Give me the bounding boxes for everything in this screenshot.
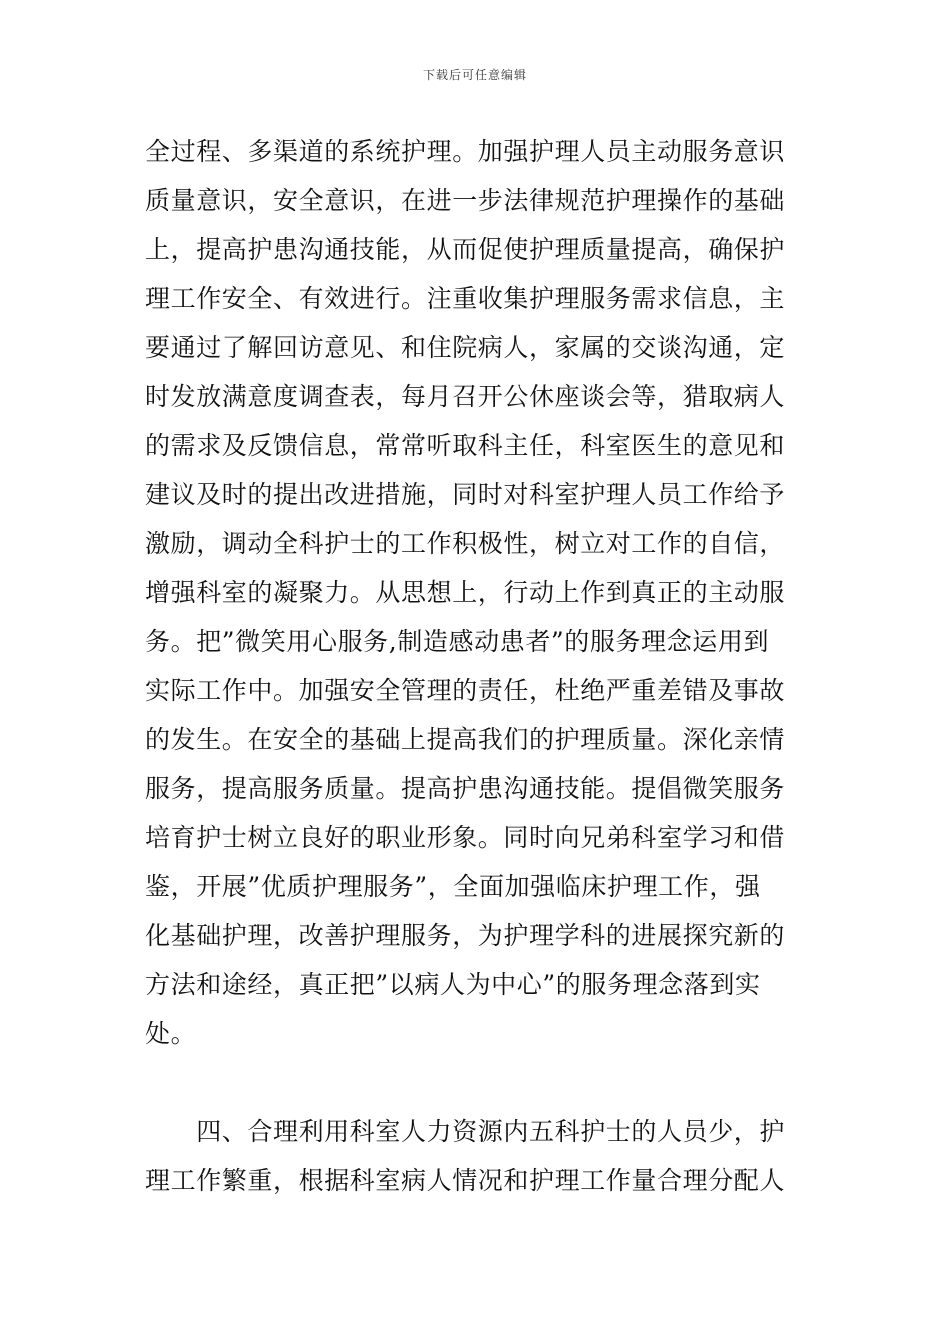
text-line: 质量意识，安全意识，在进一步法律规范护理操作的基础 xyxy=(145,186,786,215)
text-line: 建议及时的提出改进措施，同时对科室护理人员工作给予 xyxy=(145,480,786,509)
text-line: 增强科室的凝聚力。从思想上，行动上作到真正的主动服 xyxy=(145,578,786,607)
text-line: 要通过了解回访意见、和住院病人，家属的交谈沟通，定 xyxy=(145,333,786,362)
text-line: 处。 xyxy=(145,1019,197,1048)
page-header: 下载后可任意编辑 xyxy=(422,68,527,82)
text-line: 方法和途经，真正把”以病人为中心”的服务理念落到实 xyxy=(145,970,761,999)
text-line: 的需求及反馈信息，常常听取科主任，科室医生的意见和 xyxy=(145,431,786,460)
text-line: 务。把”微笑用心服务,制造感动患者”的服务理念运用到 xyxy=(145,627,770,656)
text-line: 上，提高护患沟通技能，从而促使护理质量提高，确保护 xyxy=(145,235,786,264)
paragraph-2 xyxy=(145,1107,805,1205)
document-body xyxy=(145,127,805,1205)
paragraph-spacer xyxy=(145,1058,805,1107)
text-line: 鉴，开展”优质护理服务”，全面加强临床护理工作，强 xyxy=(145,872,761,901)
text-line: 化基础护理，改善护理服务，为护理学科的进展探究新的 xyxy=(145,921,786,950)
text-line: 时发放满意度调查表，每月召开公休座谈会等，猎取病人 xyxy=(145,382,786,411)
text-line: 全过程、多渠道的系统护理。加强护理人员主动服务意识 xyxy=(145,137,786,166)
text-line: 理工作繁重，根据科室病人情况和护理工作量合理分配人 xyxy=(145,1166,786,1195)
text-line: 四、合理利用科室人力资源内五科护士的人员少，护 xyxy=(145,1117,786,1146)
text-line: 服务，提高服务质量。提高护患沟通技能。提倡微笑服务 xyxy=(145,774,786,803)
text-line: 实际工作中。加强安全管理的责任，杜绝严重差错及事故 xyxy=(145,676,786,705)
text-line: 培育护士树立良好的职业形象。同时向兄弟科室学习和借 xyxy=(145,823,786,852)
text-line: 的发生。在安全的基础上提高我们的护理质量。深化亲情 xyxy=(145,725,786,754)
text-line: 理工作安全、有效进行。注重收集护理服务需求信息，主 xyxy=(145,284,786,313)
text-line: 激励，调动全科护士的工作积极性，树立对工作的自信， xyxy=(145,529,786,558)
paragraph-1 xyxy=(145,127,805,1058)
